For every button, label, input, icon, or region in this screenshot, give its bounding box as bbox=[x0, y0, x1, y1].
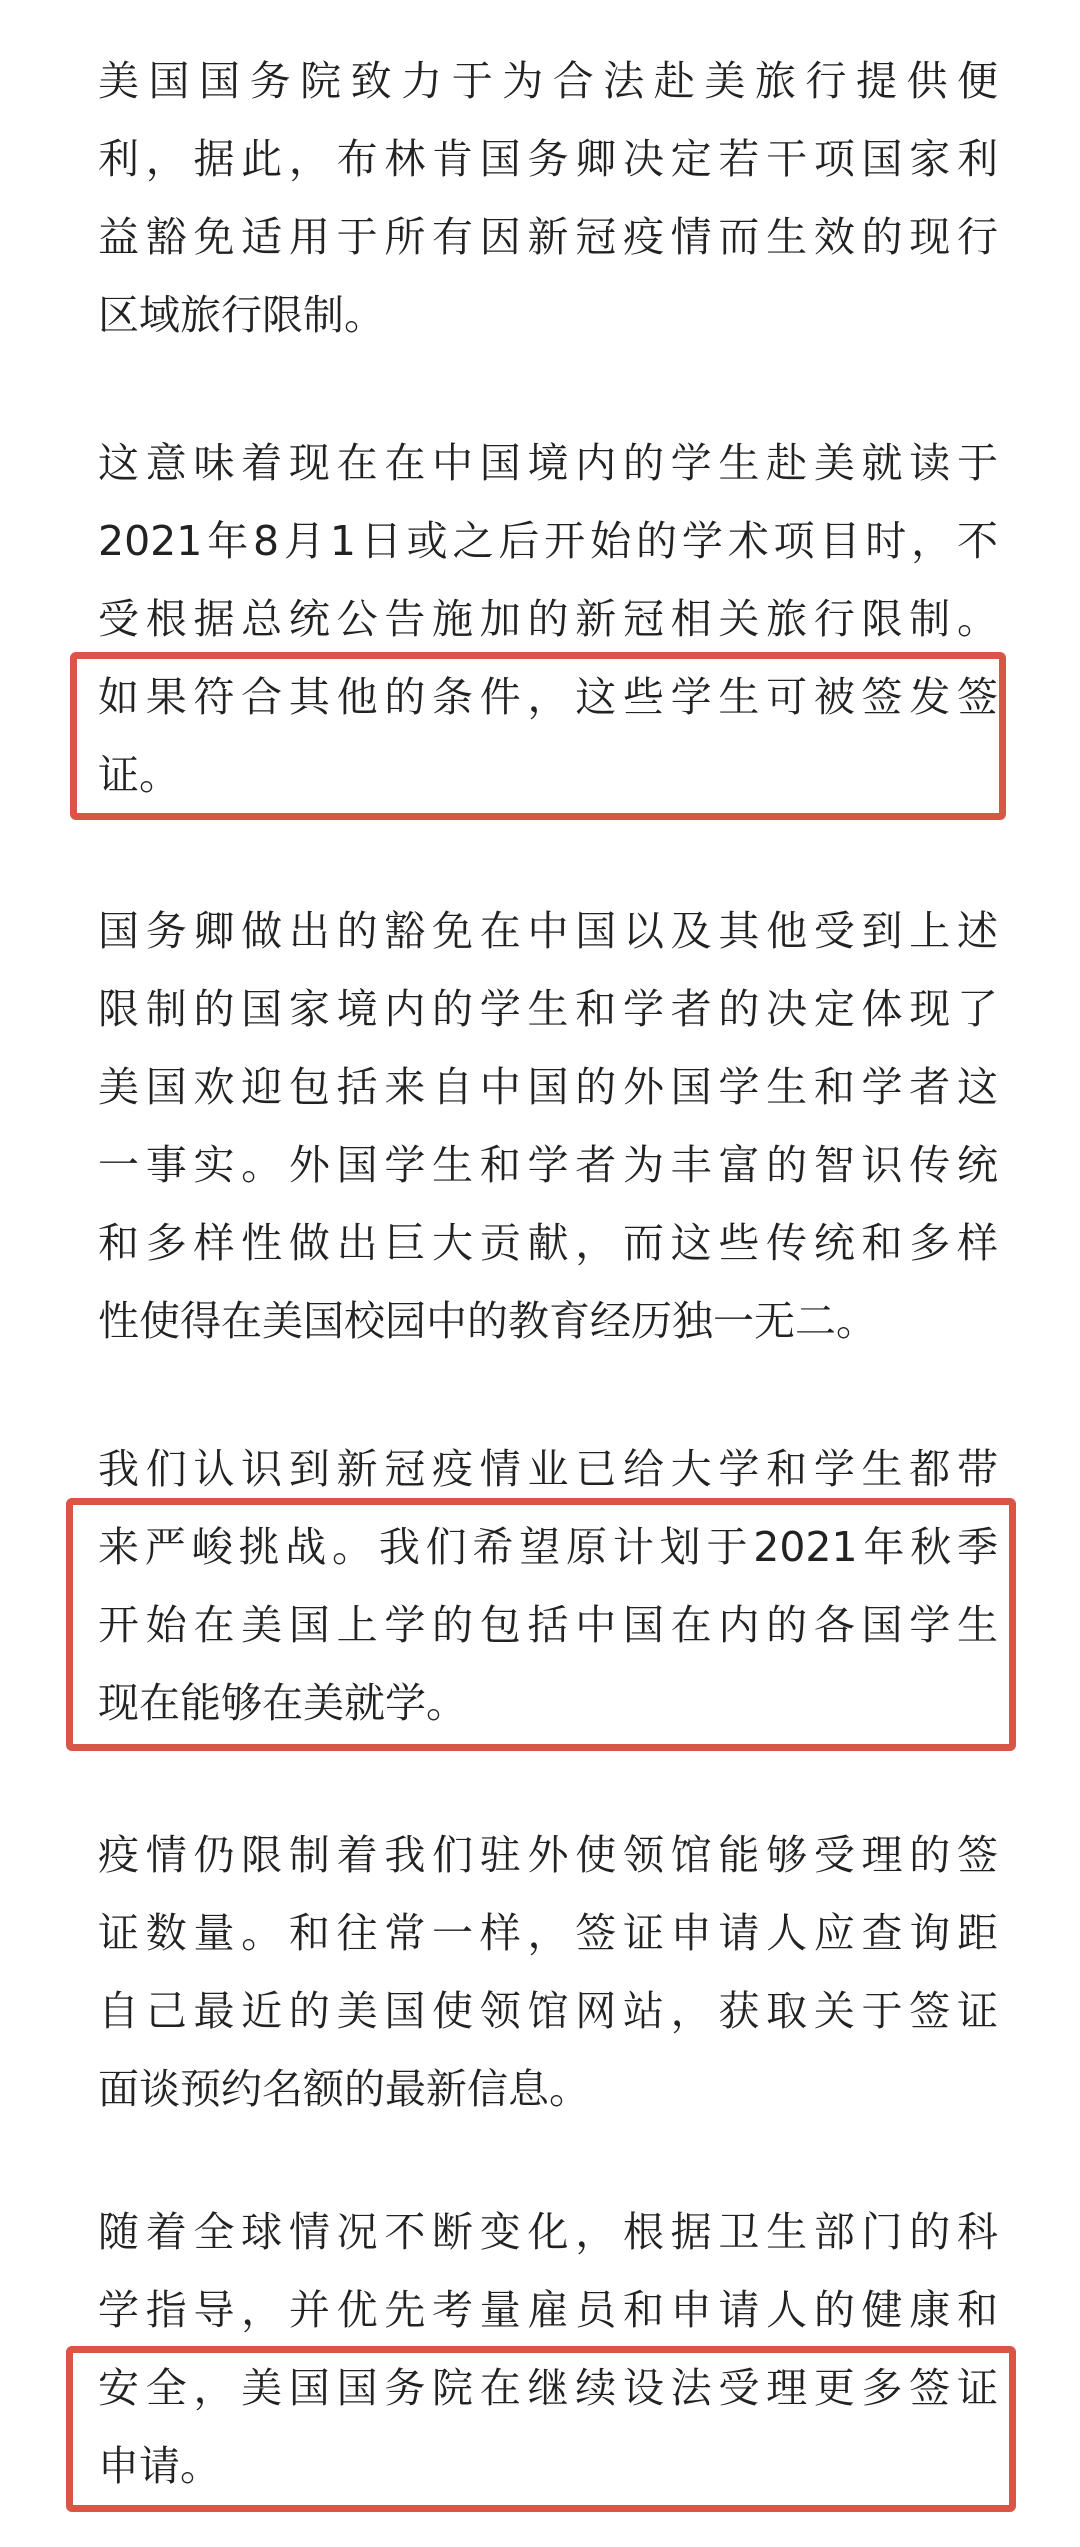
text-line: 利，据此，布林肯国务卿决定若干项国家利 bbox=[98, 135, 998, 183]
text-line: 性使得在美国校园中的教育经历独一无二。 bbox=[98, 1297, 877, 1345]
text-line: 和多样性做出巨大贡献，而这些传统和多样 bbox=[98, 1219, 998, 1267]
text-line: 美国国务院致力于为合法赴美旅行提供便 bbox=[98, 57, 998, 105]
text-line: 限制的国家境内的学生和学者的决定体现了 bbox=[98, 985, 998, 1033]
text-line: 申请。 bbox=[98, 2442, 221, 2490]
paragraph-6 bbox=[98, 2193, 998, 2505]
text-line: 这意味着现在在中国境内的学生赴美就读于 bbox=[98, 439, 998, 487]
text-line: 2021年8月1日或之后开始的学术项目时，不 bbox=[98, 517, 998, 565]
text-line: 学指导，并优先考量雇员和申请人的健康和 bbox=[98, 2286, 998, 2334]
text-line: 我们认识到新冠疫情业已给大学和学生都带 bbox=[98, 1445, 998, 1493]
text-line: 随着全球情况不断变化，根据卫生部门的科 bbox=[98, 2208, 998, 2256]
paragraph-3 bbox=[98, 892, 998, 1360]
text-line: 证。 bbox=[98, 751, 180, 799]
text-line: 开始在美国上学的包括中国在内的各国学生 bbox=[98, 1601, 998, 1649]
text-line: 区域旅行限制。 bbox=[98, 291, 385, 339]
paragraph-5 bbox=[98, 1816, 998, 2128]
text-line: 自己最近的美国使领馆网站，获取关于签证 bbox=[98, 1987, 998, 2035]
text-line: 国务卿做出的豁免在中国以及其他受到上述 bbox=[98, 907, 998, 955]
text-line: 证数量。和往常一样，签证申请人应查询距 bbox=[98, 1909, 998, 1957]
text-line: 面谈预约名额的最新信息。 bbox=[98, 2065, 590, 2113]
text-line: 受根据总统公告施加的新冠相关旅行限制。 bbox=[98, 595, 998, 643]
text-line: 一事实。外国学生和学者为丰富的智识传统 bbox=[98, 1141, 998, 1189]
text-line: 来严峻挑战。我们希望原计划于2021年秋季 bbox=[98, 1523, 998, 1571]
text-line: 如果符合其他的条件，这些学生可被签发签 bbox=[98, 673, 998, 721]
paragraph-1 bbox=[98, 42, 998, 354]
text-line: 益豁免适用于所有因新冠疫情而生效的现行 bbox=[98, 213, 998, 261]
paragraph-4 bbox=[98, 1430, 998, 1742]
text-line: 美国欢迎包括来自中国的外国学生和学者这 bbox=[98, 1063, 998, 1111]
text-line: 疫情仍限制着我们驻外使领馆能够受理的签 bbox=[98, 1831, 998, 1879]
paragraph-2 bbox=[98, 424, 998, 814]
text-line: 安全，美国国务院在继续设法受理更多签证 bbox=[98, 2364, 998, 2412]
text-line: 现在能够在美就学。 bbox=[98, 1679, 467, 1727]
